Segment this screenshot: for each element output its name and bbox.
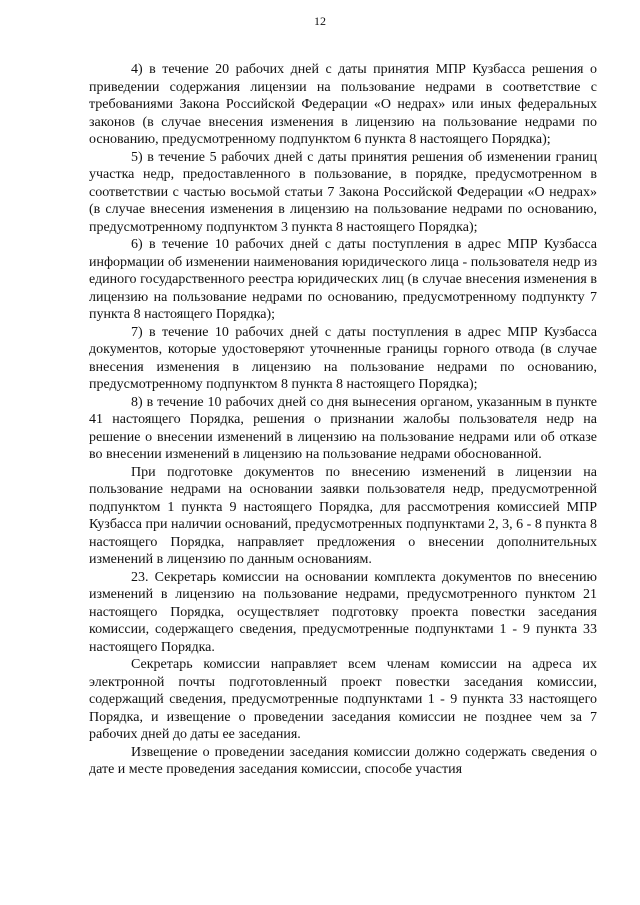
paragraph-item-4: 4) в течение 20 рабочих дней с даты принятия МПР Кузбасса решения о приведении содержания лицензии на пользование недрами в соответствие с требованиями Закона Российской Федерации «О недрах» или иных федеральных законов (в случае внесения изменения в лицензию на пользование недрами по основанию, предусмотренному подпунктом 6 пункта 8 настоящего Порядка);	[89, 62, 597, 147]
paragraph-clause-23: 23. Секретарь комиссии на основании комплекта документов по внесению изменений в лицензию на пользование недрами, предусмотренного пунктом 21 настоящего Порядка, осуществляет подготовку проекта повестки заседания комиссии, содержащего сведения, предусмотренные подпунктами 1 - 9 пункта 33 настоящего Порядка.	[89, 569, 597, 655]
paragraph-notice-content: Извещение о проведении заседания комиссии должно содержать сведения о дате и месте проведения заседания комиссии, способе участия	[89, 744, 597, 777]
paragraph-secretary-notice: Секретарь комиссии направляет всем членам комиссии на адреса их электронной почты подготовленный проект повестки заседания комиссии, содержащий сведения, предусмотренные подпунктами 1 - 9 пункта 33 настоящего Порядка, и извещение о проведении заседания комиссии не позднее чем за 7 рабочих дней до даты ее заседания.	[89, 657, 597, 742]
paragraph-item-7: 7) в течение 10 рабочих дней с даты поступления в адрес МПР Кузбасса документов, которые удостоверяют уточненные границы горного отвода (в случае внесения изменения в лицензию на пользование недрами по основанию, предусмотренному подпунктом 8 пункта 8 настоящего Порядка);	[89, 324, 597, 392]
paragraph-item-5: 5) в течение 5 рабочих дней с даты принятия решения об изменении границ участка недр, предоставленного в пользование, в порядке, предусмотренном в соответствии с частью восьмой статьи 7 Закона Российской Федерации «О недрах» (в случае внесения изменения в лицензию на пользование недрами по основанию, предусмотренному подпунктом 3 пункта 8 настоящего Порядка);	[89, 149, 597, 235]
paragraph-additional-changes: При подготовке документов по внесению изменений в лицензии на пользование недрами на основании заявки пользователя недр, предусмотренной подпунктом 1 пункта 9 настоящего Порядка, для рассмотрения комиссией МПР Кузбасса при наличии оснований, предусмотренных подпунктами 2, 3, 6 - 8 пункта 8 настоящего Порядка, направляет предложения о внесении дополнительных изменений в лицензию по данным основаниям.	[89, 464, 597, 567]
paragraph-item-6: 6) в течение 10 рабочих дней с даты поступления в адрес МПР Кузбасса информации об изменении наименования юридического лица - пользователя недр из единого государственного реестра юридических лиц (в случае внесения изменения в лицензию на пользование недрами по основанию, предусмотренному подпункту 7 пункта 8 настоящего Порядка);	[89, 237, 597, 322]
document-body	[89, 61, 597, 779]
paragraph-item-8: 8) в течение 10 рабочих дней со дня вынесения органом, указанным в пункте 41 настоящего Порядка, решения о признании жалобы пользователя недр на решение о внесении изменений в лицензию на пользование недрами или об отказе во внесении изменений в лицензию на пользование недрами обоснованной.	[89, 394, 597, 462]
page-number: 12	[314, 14, 326, 28]
